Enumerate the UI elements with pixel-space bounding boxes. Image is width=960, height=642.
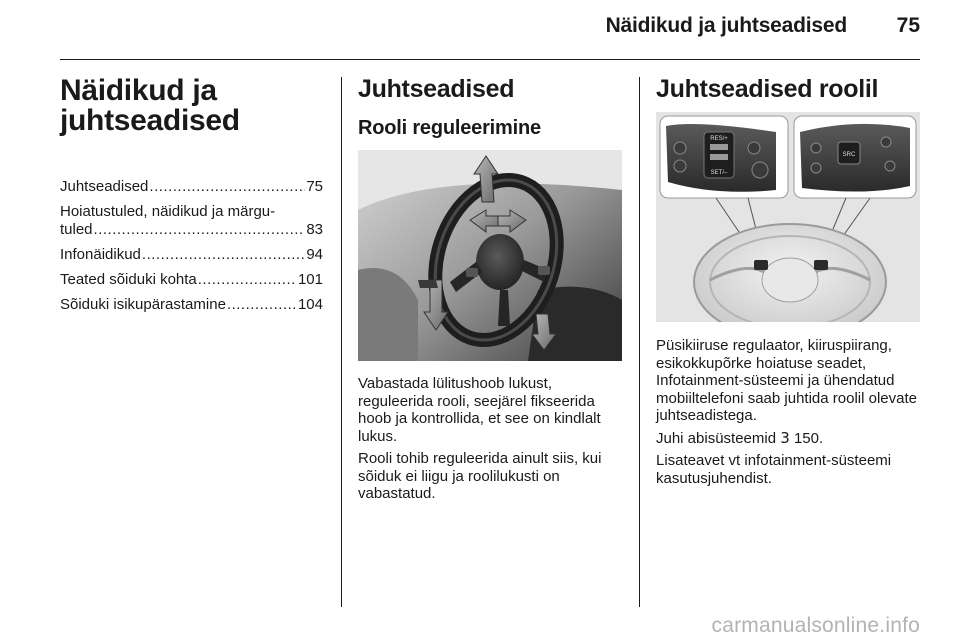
steering-controls-paragraph-3: Lisateavet vt infotainment-süsteemi kasutusjuhendist. — [656, 452, 892, 487]
toc-page: 83 — [306, 221, 323, 238]
toc-label: Teated sõiduki kohta — [60, 271, 197, 288]
toc-page: 101 — [297, 271, 323, 288]
xref-arrow-icon: 3 — [780, 428, 790, 447]
toc-entry[interactable] — [60, 296, 323, 314]
xref-label: Juhi abisüsteemid — [656, 429, 777, 447]
steering-adjust-paragraph-2: Rooli tohib reguleerida ainult siis, kui sõiduk ei liigu ja roolilukusti on vabastatud. — [358, 450, 602, 502]
subsection-heading: Rooli reguleerimine — [358, 117, 541, 139]
watermark: carmanualsonline.info — [711, 614, 920, 637]
steering-wheel-photo-icon — [358, 150, 622, 361]
running-header-title: Näidikud ja juhtseadised — [605, 14, 847, 37]
toc-label-line: Hoiatustuled, näidikud ja märgu- — [60, 203, 276, 220]
table-of-contents — [60, 178, 323, 321]
toc-label: tuled — [60, 221, 93, 238]
steering-controls-illustration — [656, 112, 920, 322]
steering-controls-diagram-icon — [656, 112, 920, 322]
section-heading: Juhtseadised — [358, 75, 515, 103]
steering-controls-paragraph-2 — [656, 430, 924, 448]
column-divider-right — [639, 77, 640, 607]
toc-entry[interactable] — [60, 178, 323, 196]
toc-label: Infonäidikud — [60, 246, 141, 263]
section-heading-steering-controls: Juhtseadised roolil — [656, 75, 879, 103]
src-button-label: SRC — [842, 152, 856, 158]
header-rule — [60, 59, 920, 60]
res-button-label: RES/+ — [710, 136, 728, 142]
steering-adjust-paragraph-1: Vabastada lülitushoob lukust, reguleerida rooli, seejärel fikseerida hoob ja kontrollida, et see on kindlalt lukus. — [358, 375, 601, 445]
column-divider-left — [341, 77, 342, 607]
page-number: 75 — [896, 14, 920, 37]
steering-adjust-illustration — [358, 150, 622, 361]
toc-page: 75 — [306, 178, 323, 195]
toc-page: 104 — [297, 296, 323, 313]
chapter-title: Näidikud ja juhtseadised — [60, 74, 240, 137]
toc-entry[interactable] — [60, 203, 323, 239]
set-button-label: SET/– — [710, 170, 728, 176]
toc-label: Juhtseadised — [60, 178, 149, 195]
steering-controls-paragraph-1: Püsikiiruse regulaator, kiiruspiirang, esikokkupõrke hoiatuse seadet, Infotainment-süsteemi ja ühendatud mobiiltelefoni saab juhtida roolil olevate juhtseadistega. — [656, 337, 917, 424]
steering-adjust-text — [358, 375, 626, 508]
toc-label: Sõiduki isikupärastamine — [60, 296, 226, 313]
steering-controls-text — [656, 337, 924, 492]
toc-entry[interactable] — [60, 246, 323, 264]
xref-page-link[interactable]: 150. — [793, 429, 824, 447]
toc-page: 94 — [306, 246, 323, 263]
toc-entry[interactable] — [60, 271, 323, 289]
